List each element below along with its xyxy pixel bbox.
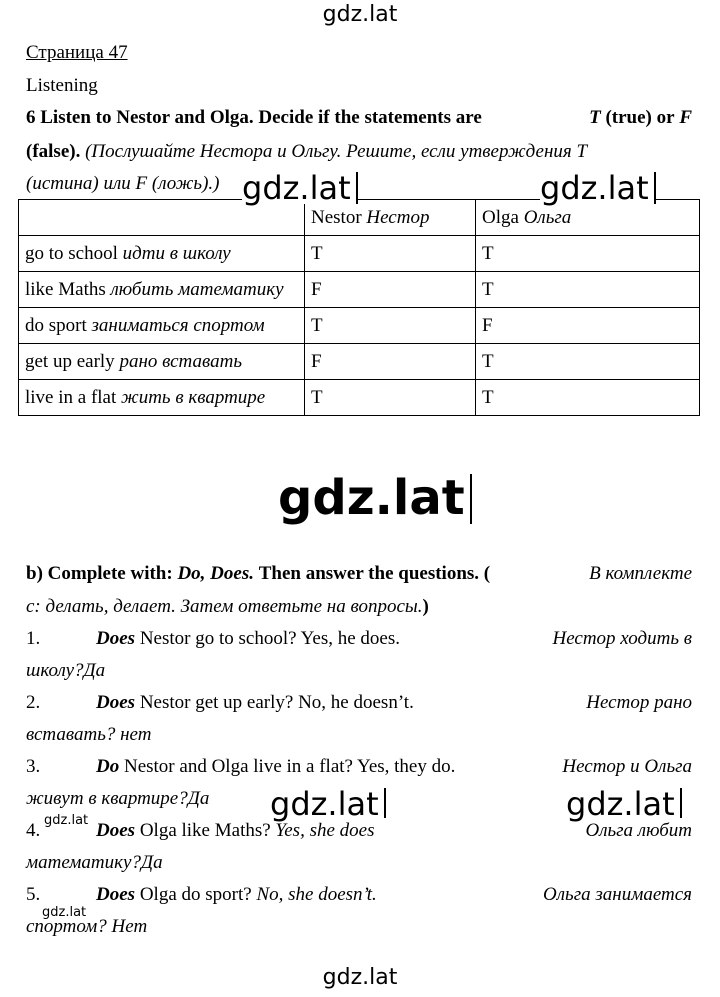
- part-b-intro-line-2: с: делать, делает. Затем ответьте на вопросы.): [26, 596, 429, 617]
- nestor-cell: F: [305, 272, 476, 308]
- section-heading: Listening: [26, 75, 98, 96]
- nestor-cell: T: [305, 236, 476, 272]
- question-2-translation: вставать? нет: [26, 724, 152, 745]
- olga-cell: T: [476, 344, 700, 380]
- nestor-cell: T: [305, 380, 476, 416]
- answers-table: [18, 199, 700, 416]
- question-4-translation: математику?Да: [26, 852, 163, 873]
- question-3: 3. Do Nestor and Olga live in a flat? Yes, they do. Нестор и Ольга: [26, 756, 692, 777]
- table-row: [19, 380, 700, 416]
- question-1: 1. Does Nestor go to school? Yes, he does. Нестор ходить в: [26, 628, 692, 649]
- table-row: [19, 308, 700, 344]
- task-line-3: (истина) или F (ложь).): [26, 173, 220, 194]
- table-row: [19, 344, 700, 380]
- question-1-translation: школу?Да: [26, 660, 106, 681]
- watermark-label: gdz.lat: [44, 813, 89, 828]
- watermark-label: gdz.lat: [566, 788, 682, 820]
- question-5: 5. Does Olga do sport? No, she doesn’t. Ольга занимается: [26, 884, 692, 905]
- question-3-translation: живут в квартире?Да: [26, 788, 210, 809]
- olga-cell: T: [476, 236, 700, 272]
- statement-cell: get up early рано вставать: [19, 344, 305, 380]
- table-row: [19, 236, 700, 272]
- statement-cell: go to school идти в школу: [19, 236, 305, 272]
- nestor-cell: F: [305, 344, 476, 380]
- part-b-intro-line-1: b) Complete with: Do, Does. Then answer the questions. ( В комплекте: [26, 563, 692, 584]
- watermark-label: gdz.lat: [242, 172, 358, 204]
- statement-cell: like Maths любить математику: [19, 272, 305, 308]
- statement-cell: do sport заниматься спортом: [19, 308, 305, 344]
- watermark-label: gdz.lat: [540, 172, 656, 204]
- olga-cell: T: [476, 272, 700, 308]
- table-row: [19, 272, 700, 308]
- olga-cell: T: [476, 380, 700, 416]
- olga-cell: F: [476, 308, 700, 344]
- watermark-label: gdz.lat: [42, 905, 87, 920]
- page-title: Страница 47: [26, 42, 128, 63]
- task-line-1: 6 Listen to Nestor and Olga. Decide if the statements are T (true) or F: [26, 107, 692, 128]
- question-5-translation: спортом? Нет: [26, 916, 148, 937]
- statement-cell: live in a flat жить в квартире: [19, 380, 305, 416]
- watermark-bottom: gdz.lat: [0, 967, 720, 989]
- table-header-olga: Olga Ольга: [476, 200, 700, 236]
- watermark-label: gdz.lat: [270, 474, 480, 524]
- question-4: 4. Does Olga like Maths? Yes, she does Ольга любит: [26, 820, 692, 841]
- question-2: 2. Does Nestor get up early? No, he doesn’t. Нестор рано: [26, 692, 692, 713]
- nestor-cell: T: [305, 308, 476, 344]
- table-header-nestor: Nestor Нестор: [305, 200, 476, 236]
- watermark-top: gdz.lat: [0, 4, 720, 26]
- watermark-label: gdz.lat: [270, 788, 386, 820]
- task-line-2: (false). (Послушайте Нестора и Ольгу. Решите, если утверждения T: [26, 141, 588, 162]
